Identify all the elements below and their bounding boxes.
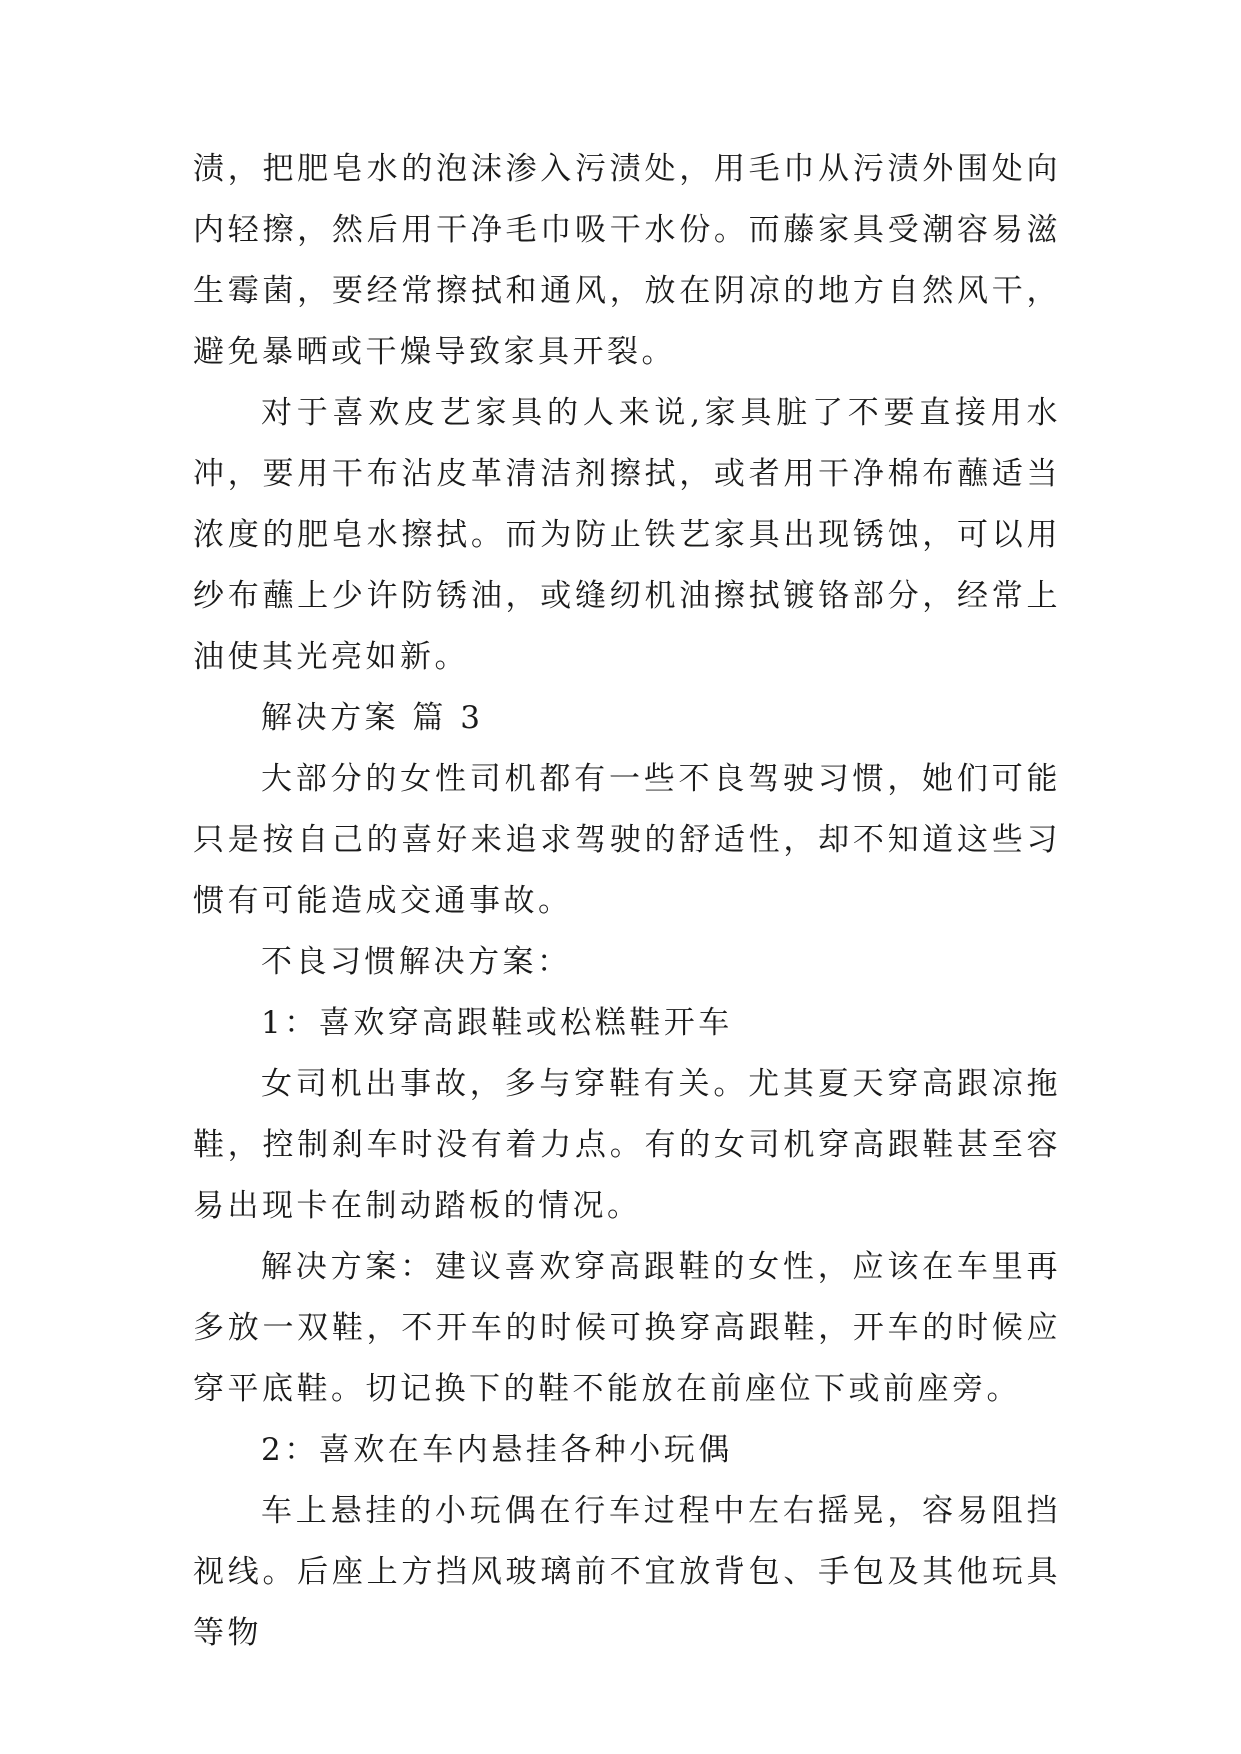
document-body [193,139,1061,1664]
section-heading-solution-3: 解决方案 篇 3 [261,700,484,736]
paragraph-shoes-solution: 解决方案：建议喜欢穿高跟鞋的女性，应该在车里再多放一双鞋，不开车的时候可换穿高跟鞋，开车的时候应穿平底鞋。切记换下的鞋不能放在前座位下或前座旁。 [193,1249,1061,1407]
subheading-habit-2: 2：喜欢在车内悬挂各种小玩偶 [261,1432,733,1468]
subheading-habit-1: 1：喜欢穿高跟鞋或松糕鞋开车 [261,1005,733,1041]
subheading-bad-habits-solutions: 不良习惯解决方案： [261,944,572,980]
paragraph-hanging-toys: 车上悬挂的小玩偶在行车过程中左右摇晃，容易阻挡视线。后座上方挡风玻璃前不宜放背包、手包及其他玩具等物 [193,1493,1061,1651]
paragraph-leather-iron-furniture: 对于喜欢皮艺家具的人来说,家具脏了不要直接用水冲，要用干布沾皮革清洁剂擦拭，或者用干净棉布蘸适当浓度的肥皂水擦拭。而为防止铁艺家具出现锈蚀，可以用纱布蘸上少许防锈油，或缝纫机油擦拭镀铬部分，经常上油使其光亮如新。 [193,395,1061,675]
paragraph-shoes-accidents: 女司机出事故，多与穿鞋有关。尤其夏天穿高跟凉拖鞋，控制刹车时没有着力点。有的女司机穿高跟鞋甚至容易出现卡在制动踏板的情况。 [193,1066,1061,1224]
paragraph-continuation: 渍，把肥皂水的泡沫渗入污渍处，用毛巾从污渍外围处向内轻擦，然后用干净毛巾吸干水份。而藤家具受潮容易滋生霉菌，要经常擦拭和通风，放在阴凉的地方自然风干，避免暴晒或干燥导致家具开裂。 [193,151,1061,370]
paragraph-female-driver-habits: 大部分的女性司机都有一些不良驾驶习惯，她们可能只是按自己的喜好来追求驾驶的舒适性，却不知道这些习惯有可能造成交通事故。 [193,761,1061,919]
